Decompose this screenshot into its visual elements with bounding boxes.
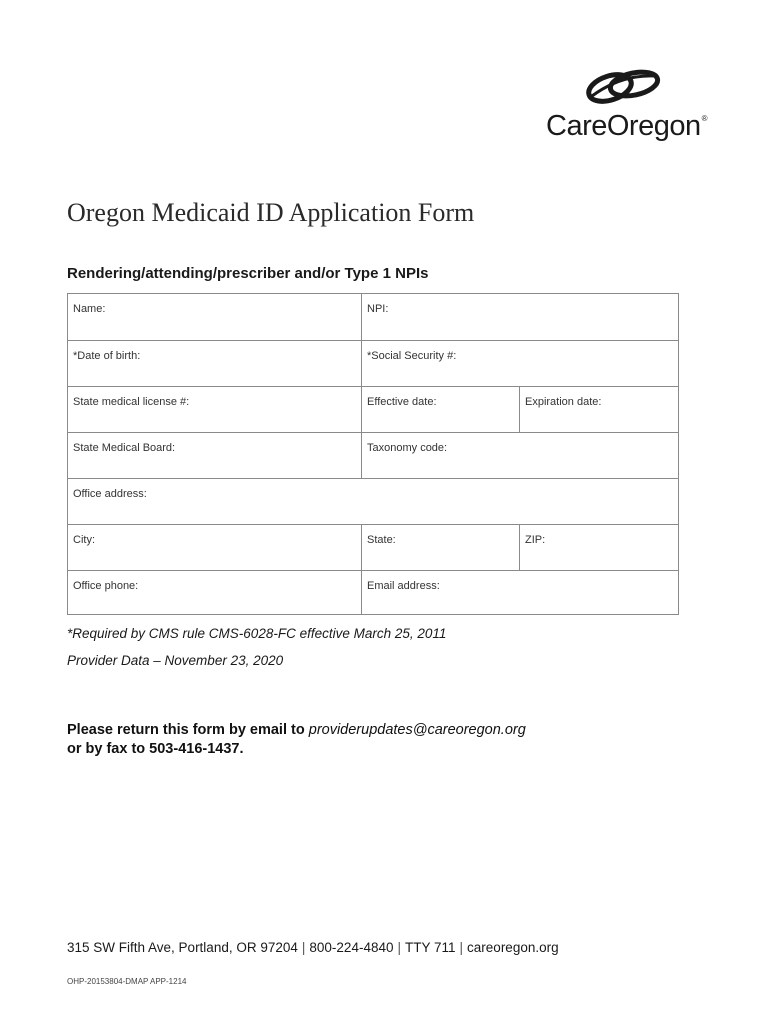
state-license-field[interactable]: State medical license #: <box>68 387 362 433</box>
email-address-field[interactable]: Email address: <box>367 580 440 592</box>
footer-address: 315 SW Fifth Ave, Portland, OR 97204 <box>67 940 298 955</box>
footer-tty: TTY 711 <box>405 940 456 955</box>
cms-required-note: *Required by CMS rule CMS-6028-FC effective March 25, 2011 <box>67 626 447 641</box>
footer-separator: | <box>397 940 401 955</box>
effective-date-field[interactable]: Effective date: <box>362 387 520 433</box>
careoregon-rings-icon <box>582 66 664 108</box>
state-field[interactable]: State: <box>362 525 520 571</box>
return-fax: or by fax to 503-416-1437. <box>67 741 244 757</box>
return-instructions <box>67 721 526 759</box>
page-title: Oregon Medicaid ID Application Form <box>67 198 475 227</box>
brand-name: CareOregon® <box>546 110 707 142</box>
provider-data-date: Provider Data – November 23, 2020 <box>67 653 284 668</box>
form-code: OHP-20153804-DMAP APP-1214 <box>67 977 187 986</box>
return-prefix: Please return this form by email to <box>67 722 309 738</box>
footer-website[interactable]: careoregon.org <box>467 940 559 955</box>
footer-separator: | <box>459 940 464 955</box>
social-security-field[interactable]: *Social Security #: <box>362 341 678 387</box>
return-email-link[interactable]: providerupdates@careoregon.org <box>308 722 526 738</box>
expiration-date-field[interactable]: Expiration date: <box>520 387 678 433</box>
office-phone-field[interactable]: Office phone: <box>68 571 362 614</box>
date-of-birth-field[interactable]: *Date of birth: <box>68 341 362 387</box>
footer-separator: | <box>301 940 306 955</box>
application-form-table <box>67 293 679 615</box>
zip-field[interactable]: ZIP: <box>520 525 678 571</box>
taxonomy-code-field[interactable]: Taxonomy code: <box>362 433 678 479</box>
city-field[interactable]: City: <box>68 525 362 571</box>
footer-contact <box>67 940 559 955</box>
state-medical-board-field[interactable]: State Medical Board: <box>68 433 362 479</box>
office-address-field[interactable]: Office address: <box>68 479 678 525</box>
section-subtitle: Rendering/attending/prescriber and/or Type 1 NPIs <box>67 265 429 282</box>
name-field[interactable]: Name: <box>68 294 362 341</box>
footer-phone: 800-224-4840 <box>309 940 394 955</box>
careoregon-logo <box>540 66 710 150</box>
npi-field[interactable]: NPI: <box>362 294 678 341</box>
